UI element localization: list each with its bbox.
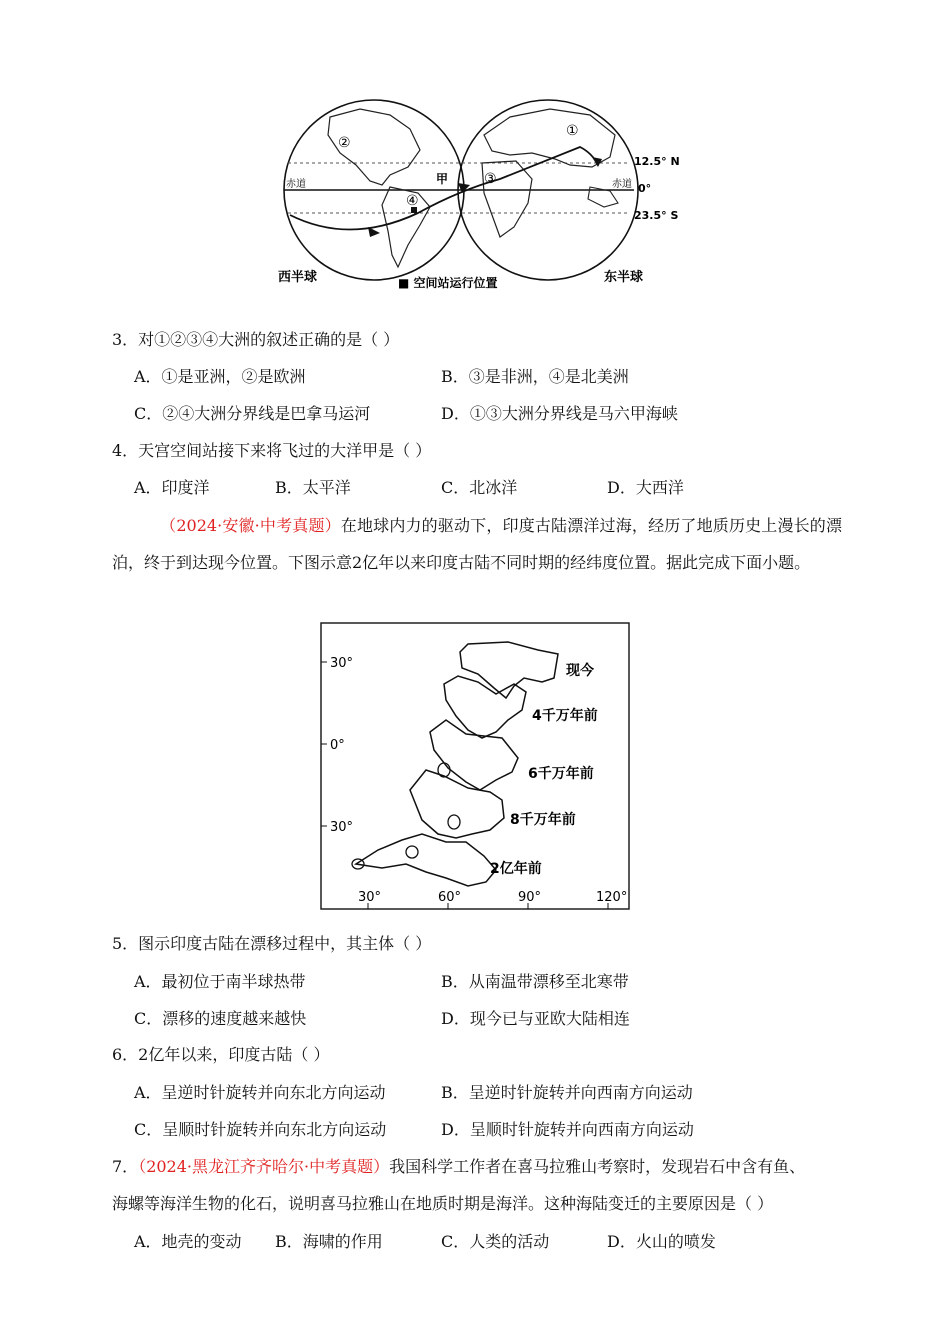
equator-label-west: 赤道 (286, 179, 306, 190)
intro-text: 在地球内力的驱动下，印度古陆漂洋过海，经历了地质历史上漫长的漂泊，终于到达现今位置。下图示意2亿年以来印度古陆不同时期的经纬度位置。据此完成下面小题。 (112, 516, 842, 572)
east-hemisphere-label: 东半球 (604, 270, 644, 285)
q7-source: （2024·黑龙江齐齐哈尔·中考真题） (138, 1157, 390, 1176)
q4-option-b[interactable]: B．太平洋 (275, 478, 351, 497)
q5-stem: 5．图示印度古陆在漂移过程中，其主体（ ） (112, 934, 432, 953)
q3-option-a[interactable]: A．①是亚洲，②是欧洲 (134, 367, 306, 386)
q7-option-b[interactable]: B．海啸的作用 (275, 1232, 383, 1251)
q6-option-c[interactable]: C．呈顺时针旋转并向东北方向运动 (134, 1120, 387, 1139)
q6-option-a[interactable]: A．呈逆时针旋转并向东北方向运动 (134, 1083, 386, 1102)
stage-label-now: 现今 (566, 663, 594, 679)
lat-23-5s-label: 23.5° S (634, 209, 679, 222)
y-tick-0: 0° (330, 738, 345, 753)
continent-3-label: ③ (484, 171, 497, 187)
y-tick-30n: 30° (330, 656, 354, 671)
q3-option-d[interactable]: D．①③大洲分界线是马六甲海峡 (441, 404, 678, 423)
x-tick-60: 60° (438, 890, 462, 905)
x-tick-90: 90° (518, 890, 542, 905)
station-legend: ■ 空间站运行位置 (398, 276, 498, 290)
q5-option-b[interactable]: B．从南温带漂移至北寒带 (441, 972, 629, 991)
stage-label-60ma: 6千万年前 (528, 766, 594, 782)
q3-option-c[interactable]: C．②④大洲分界线是巴拿马运河 (134, 404, 371, 423)
stage-label-200ma: 2亿年前 (490, 861, 542, 877)
continent-1-label: ① (566, 123, 579, 139)
q6-stem: 6．2亿年以来，印度古陆（ ） (112, 1045, 330, 1064)
y-tick-30s: 30° (330, 820, 354, 835)
q6-option-d[interactable]: D．呈顺时针旋转并向西南方向运动 (441, 1120, 694, 1139)
q7-option-d[interactable]: D．火山的喷发 (607, 1232, 716, 1251)
x-tick-30: 30° (358, 890, 382, 905)
ocean-jia-label: 甲 (436, 172, 449, 186)
lat-0-label: 0° (638, 182, 652, 195)
q4-option-a[interactable]: A．印度洋 (134, 478, 210, 497)
q3-stem: 3．对①②③④大洲的叙述正确的是（ ） (112, 330, 400, 349)
q4-stem: 4．天宫空间站接下来将飞过的大洋甲是（ ） (112, 441, 432, 460)
q6-option-b[interactable]: B．呈逆时针旋转并向西南方向运动 (441, 1083, 693, 1102)
india-drift-map (318, 620, 638, 910)
q5-option-a[interactable]: A．最初位于南半球热带 (134, 972, 306, 991)
stage-label-80ma: 8千万年前 (510, 812, 576, 828)
q4-option-d[interactable]: D．大西洋 (607, 478, 684, 497)
x-tick-120: 120° (596, 890, 628, 905)
intro-paragraph (112, 507, 842, 581)
west-hemisphere-label: 西半球 (278, 270, 318, 285)
q4-option-c[interactable]: C．北冰洋 (441, 478, 518, 497)
q7-text-1: 我国科学工作者在喜马拉雅山考察时，发现岩石中含有鱼、 (389, 1157, 806, 1176)
continent-4-label: ④ (406, 193, 419, 209)
stage-label-40ma: 4千万年前 (532, 708, 598, 724)
q7-option-c[interactable]: C．人类的活动 (441, 1232, 550, 1251)
q5-option-d[interactable]: D．现今已与亚欧大陆相连 (441, 1009, 630, 1028)
q7-number: 7． (112, 1157, 139, 1176)
q3-option-b[interactable]: B．③是非洲，④是北美洲 (441, 367, 629, 386)
lat-12-5n-label: 12.5° N (634, 155, 680, 168)
q7-option-a[interactable]: A．地壳的变动 (134, 1232, 242, 1251)
equator-label-east: 赤道 (612, 179, 632, 190)
continent-2-label: ② (338, 135, 351, 151)
q5-option-c[interactable]: C．漂移的速度越来越快 (134, 1009, 307, 1028)
q7-stem-line1 (112, 1157, 805, 1177)
hemispheres-map (270, 95, 690, 295)
intro-source: （2024·安徽·中考真题） (160, 516, 341, 535)
q7-stem-line2: 海螺等海洋生物的化石，说明喜马拉雅山在地质时期是海洋。这种海陆变迁的主要原因是（ ） (112, 1194, 774, 1213)
